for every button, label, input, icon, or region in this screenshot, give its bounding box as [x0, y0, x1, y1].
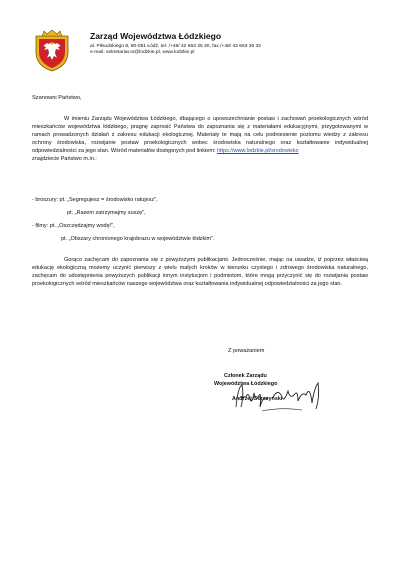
- materials-link[interactable]: https://www.lodzkie.pl/srodowisko: [216, 148, 299, 154]
- paragraph-intro: [32, 115, 368, 163]
- paragraph-intro-text: W imieniu Zarządu Województwa Łódzkiego, dbającego o upowszechnianie postaw i zachowań proekologicznych wśród mieszkańców województwa łódzkiego, pragnę zaprosić Państwa do zapoznania się z materiałami edukacyjnymi, przygotowanymi w ramach prowadzonych działań z zakresu edukacji ekologicznej. Materiały te mają na celu podniesienie poziomu wiedzy z zakresu ochrony środowiska, rozwijanie postaw proekologicznych wobec środowiska naturalnego oraz kształtowanie indywidualnej odpowiedzialności za jego stan. Wśród materiałów dostępnych pod linkiem:: [32, 116, 368, 154]
- organization-name: Zarząd Województwa Łódzkiego: [90, 31, 222, 41]
- letterhead: [90, 31, 390, 56]
- paragraph-intro-end: znajdziecie Państwo m.in.:: [32, 156, 97, 162]
- handwritten-signature: [232, 377, 328, 417]
- salutation: Szanowni Państwo,: [32, 95, 82, 101]
- list-item-brochures: - broszury: pt. „Segregujesz = środowisko ratujesz",: [32, 197, 158, 203]
- voivodeship-coat-of-arms-icon: [34, 30, 70, 72]
- signatory-title-1: Członek Zarządu: [224, 373, 267, 379]
- list-item-film-2: pt. „Obszary chronionego krajobrazu w województwie łódzkim".: [61, 236, 215, 242]
- signatory-name: Andrzej Górczyński: [232, 395, 283, 402]
- paragraph-encouragement: [32, 256, 368, 288]
- paragraph-encouragement-text: Gorąco zachęcam do zapoznania się z powyższymi publikacjami. Jednocześnie, mając na uwadze, iż poprzez właściwą edukację ekologiczną możemy uczynić pierwszy z wielu małych kroków w kierunku czystego i zdrowego środowiska naturalnego, zachęcam do udostępnienia powyższych publikacji innym instytucjom i podmiotom, które mogą przyczynić się do rozwijania postaw proekologicznych wśród mieszkańców naszego województwa oraz kształtowania indywidualnej odpowiedzialności za jego stan.: [32, 257, 368, 287]
- closing-phrase: Z poważaniem: [228, 348, 265, 354]
- signatory-title-2: Województwa Łódzkiego: [214, 381, 278, 388]
- list-item-films: - filmy: pt. „Oszczędzajmy wodę!",: [32, 223, 115, 229]
- organization-address: al. Piłsudskiego 8, 90-051 Łódź, tel. /+48/ 42 663 35 30, fax /+48/ 42 663 35 32: [90, 44, 262, 49]
- list-item-brochure-2: pt. „Razem zatrzymajmy suszę",: [67, 210, 146, 216]
- organization-email: e-mail: sekretariat.sr@lodzkie.pl, www.lodzkie.pl: [90, 50, 195, 56]
